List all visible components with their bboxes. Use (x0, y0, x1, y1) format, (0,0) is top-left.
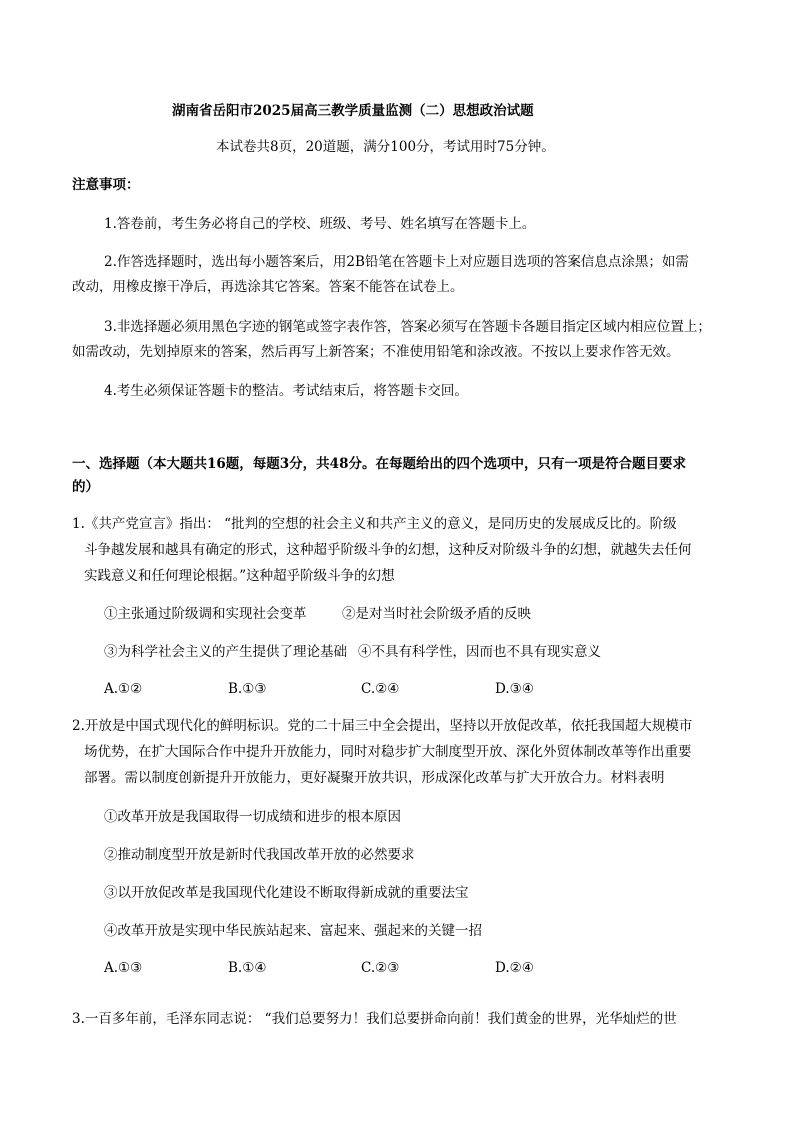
question-2-statement-3: ③以开放促改革是我国现代化建设不断取得新成就的重要法宝 (104, 885, 469, 901)
question-1-stem-line-1: 1.《共产党宣言》指出： “批判的空想的社会主义和共产主义的意义，是同历史的发展成反比的。阶级 (72, 516, 677, 532)
question-2-option-d[interactable]: D.②④ (495, 960, 534, 976)
question-2-option-c[interactable]: C.②③ (361, 960, 400, 976)
notice-item-1: 1.答卷前，考生务必将自己的学校、班级、考号、姓名填写在答题卡上。 (104, 216, 536, 232)
section-heading-line-1: 一、选择题（本大题共16题，每题3分，共48分。在每题给出的四个选项中，只有一项是符合题目要求 (72, 456, 686, 472)
question-2-stem-line-3: 部署。需以制度创新提升开放能力，更好凝聚开放共识，形成深化改革与扩大开放合力。材料表明 (84, 770, 665, 786)
page-title: 湖南省岳阳市2025届高三教学质量监测（二）思想政治试题 (172, 103, 534, 119)
notice-item-3-line-1: 3.非选择题必须用黑色字迹的钢笔或签字表作答，答案必须写在答题卡各题目指定区域内相应位置上； (104, 319, 711, 335)
question-3-stem-line-1: 3.一百多年前，毛泽东同志说： “我们总要努力！我们总要拼命向前！我们黄金的世界，光华灿烂的世 (72, 1011, 677, 1027)
question-2-statement-2: ②推动制度型开放是新时代我国改革开放的必然要求 (104, 847, 415, 863)
question-1-option-d[interactable]: D.③④ (495, 681, 534, 697)
question-2-statement-4: ④改革开放是实现中华民族站起来、富起来、强起来的关键一招 (104, 923, 482, 939)
question-1-statement-4: ④不具有科学性，因而也不具有现实意义 (358, 644, 601, 660)
notice-item-4: 4.考生必须保证答题卡的整洁。考试结束后，将答题卡交回。 (104, 383, 468, 399)
question-1-statement-3: ③为科学社会主义的产生提供了理论基础 (104, 644, 347, 660)
question-2-stem-line-1: 2.开放是中国式现代化的鲜明标识。党的二十届三中全会提出，坚持以开放促改革，依托我国超大规模市 (72, 718, 693, 734)
section-heading-line-2: 的） (72, 479, 99, 495)
exam-info: 本试卷共8页，20道题，满分100分，考试用时75分钟。 (216, 139, 555, 155)
question-2-stem-line-2: 场优势，在扩大国际合作中提升开放能力，同时对稳步扩大制度型开放、深化外贸体制改革等作出重要 (84, 744, 692, 760)
question-1-statement-1: ①主张通过阶级调和实现社会变革 (104, 606, 307, 622)
question-2-option-a[interactable]: A.①③ (104, 960, 143, 976)
question-1-option-a[interactable]: A.①② (104, 681, 143, 697)
question-1-option-b[interactable]: B.①③ (228, 681, 267, 697)
notice-item-2-line-2: 改动，用橡皮擦干净后，再选涂其它答案。答案不能答在试卷上。 (72, 279, 464, 295)
question-1-stem-line-3: 实践意义和任何理论根据。”这种超乎阶级斗争的幻想 (84, 568, 395, 584)
notice-item-3-line-2: 如需改动，先划掉原来的答案，然后再写上新答案；不准使用铅笔和涂改液。不按以上要求作答无效。 (72, 344, 680, 360)
question-1-option-c[interactable]: C.②④ (361, 681, 400, 697)
question-2-option-b[interactable]: B.①④ (228, 960, 267, 976)
notice-heading: 注意事项： (72, 177, 140, 193)
question-1-statement-2: ②是对当时社会阶级矛盾的反映 (342, 606, 531, 622)
question-2-statement-1: ①改革开放是我国取得一切成绩和进步的根本原因 (104, 809, 401, 825)
question-1-stem-line-2: 斗争越发展和越具有确定的形式，这种超乎阶级斗争的幻想，这种反对阶级斗争的幻想，就越失去任何 (84, 542, 692, 558)
notice-item-2-line-1: 2.作答选择题时，选出每小题答案后，用2B铅笔在答题卡上对应题目选项的答案信息点涂黑；如需 (104, 254, 689, 270)
